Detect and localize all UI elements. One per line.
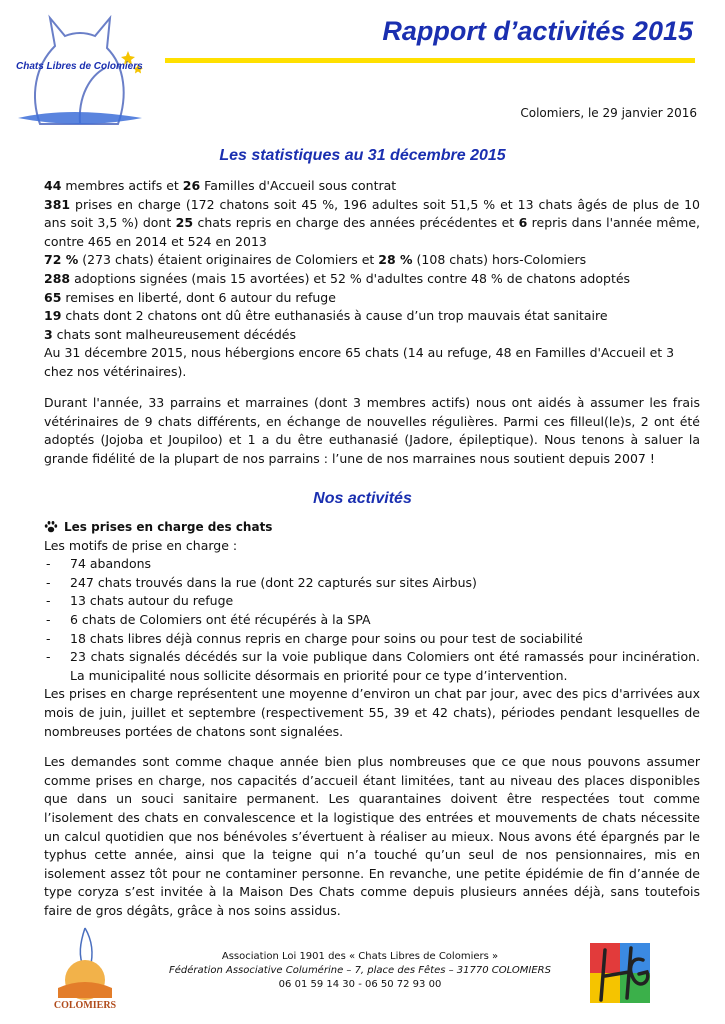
colomiers-logo-text: COLOMIERS bbox=[53, 1000, 117, 1011]
subheading: Les prises en charge des chats bbox=[64, 520, 273, 534]
activities-heading: Nos activités bbox=[313, 490, 412, 507]
footer bbox=[150, 950, 570, 992]
stats-block bbox=[44, 177, 700, 382]
list-intro: Les motifs de prise en charge : bbox=[44, 537, 238, 553]
stat-line: Au 31 décembre 2015, nous hébergions encore 65 chats (14 au refuge, 48 en Familles d'Accueil et 3 chez nos vétérinaires). bbox=[44, 345, 675, 379]
footer-line2: Fédération Associative Columérine – 7, place des Fêtes – 31770 COLOMIERS bbox=[169, 965, 551, 976]
stat-line: 72 % (273 chats) étaient originaires de Colomiers et 28 % (108 chats) hors-Colomiers bbox=[44, 252, 587, 268]
logo-text: Chats Libres de Colomiers bbox=[16, 61, 143, 72]
colomiers-logo bbox=[40, 918, 130, 1018]
footer-phone: 06 01 59 14 30 - 06 50 72 93 00 bbox=[278, 979, 442, 990]
footer-line1: Association Loi 1901 des « Chats Libres de Colomiers » bbox=[221, 951, 499, 962]
title-underline bbox=[165, 58, 695, 63]
subheading-row bbox=[44, 518, 700, 537]
paragraph: Les demandes sont comme chaque année bien plus nombreuses que ce que nous pouvons assumer comme prises en charge, nos capacités d’accueil étant limitées, tant au niveau des places disponibles que dans un souci sanitaire permanent. Les quarantaines doivent être respectées tout comme l’isolement des chats en convalescence et la logistique des entrées et mouvements de chats nécessite un calcul quotidien que nos bénévoles s’évertuent à réaliser au mieux. Nous avons été épargnés par le typhus cette année, ainsi que la teigne qui n’a touché qu’un seul de nos pensionnaires, mis en isolement assez tôt pour ne contaminer personne. En revanche, une petite épidémie de fin d’année de type coryza s’est invitée à la Maison Des Chats comme depuis plusieurs années déjà, sans toutefois faire de gros dégâts, grâce à nos soins assidus. bbox=[44, 754, 700, 918]
chats-libres-logo bbox=[10, 6, 150, 131]
list-item: - 18 chats libres déjà connus repris en charge pour soins ou pour test de sociabilité bbox=[44, 630, 700, 649]
paragraph: Les prises en charge représentent une moyenne d’environ un chat par jour, avec des pics d'arrivées aux mois de juin, juillet et septembre (respectivement 55, 39 et 42 chats), périodes pendant lesquelles de nombreuses portées de chatons sont signalées. bbox=[44, 686, 700, 739]
list-item: - 6 chats de Colomiers ont été récupérés à la SPA bbox=[44, 611, 700, 630]
date-line: Colomiers, le 29 janvier 2016 bbox=[520, 106, 697, 120]
stat-line: 44 membres actifs et 26 Familles d'Accueil sous contrat bbox=[44, 178, 397, 193]
stat-line: 19 chats dont 2 chatons ont dû être euthanasiés à cause d’un trop mauvais état sanitaire bbox=[44, 308, 608, 324]
stat-line: 65 remises en liberté, dont 6 autour du refuge bbox=[44, 289, 336, 305]
activities-section bbox=[44, 518, 700, 920]
list-item: - 247 chats trouvés dans la rue (dont 22 capturés sur sites Airbus) bbox=[44, 574, 700, 593]
list-item: - 13 chats autour du refuge bbox=[44, 592, 700, 611]
stat-line: 288 adoptions signées (mais 15 avortées) et 52 % d'adultes contre 48 % de chatons adoptés bbox=[44, 270, 631, 286]
sponsors-paragraph: Durant l'année, 33 parrains et marraines (dont 3 membres actifs) nous ont aidés à assumer les frais vétérinaires de 9 chats différents, en échange de nouvelles régulières. Parmi ces filleul(le)s, 2 ont été adoptés (Jojoba et Joupiloo) et 1 a du être euthanasié (Jadore, épileptique). Nous tenons à saluer la grande fidélité de la plupart de nos parrains : l’une de nos marraines nous soutient depuis 2007 ! bbox=[44, 395, 700, 466]
reasons-list bbox=[44, 555, 700, 685]
paw-icon bbox=[44, 520, 58, 534]
hg-logo bbox=[585, 938, 665, 1018]
stats-heading: Les statistiques au 31 décembre 2015 bbox=[219, 147, 506, 164]
list-item: - 74 abandons bbox=[44, 555, 700, 574]
page-title: Rapport d’activités 2015 bbox=[382, 16, 693, 46]
stat-line: 381 prises en charge (172 chatons soit 45 %, 196 adultes soit 51,5 % et 13 chats âgés de plus de 10 ans soit 3,5 %) dont 25 chats repris en charge des années précédentes et 6 repris dans l'année même, contre 465 en 2014 et 524 en 2013 bbox=[44, 196, 700, 249]
list-item: - 23 chats signalés décédés sur la voie publique dans Colomiers ont été ramassés pour incinération. La municipalité nous sollicite désormais en priorité pour ce type d’intervention. bbox=[44, 648, 700, 685]
stat-line: 3 chats sont malheureusement décédés bbox=[44, 326, 296, 342]
